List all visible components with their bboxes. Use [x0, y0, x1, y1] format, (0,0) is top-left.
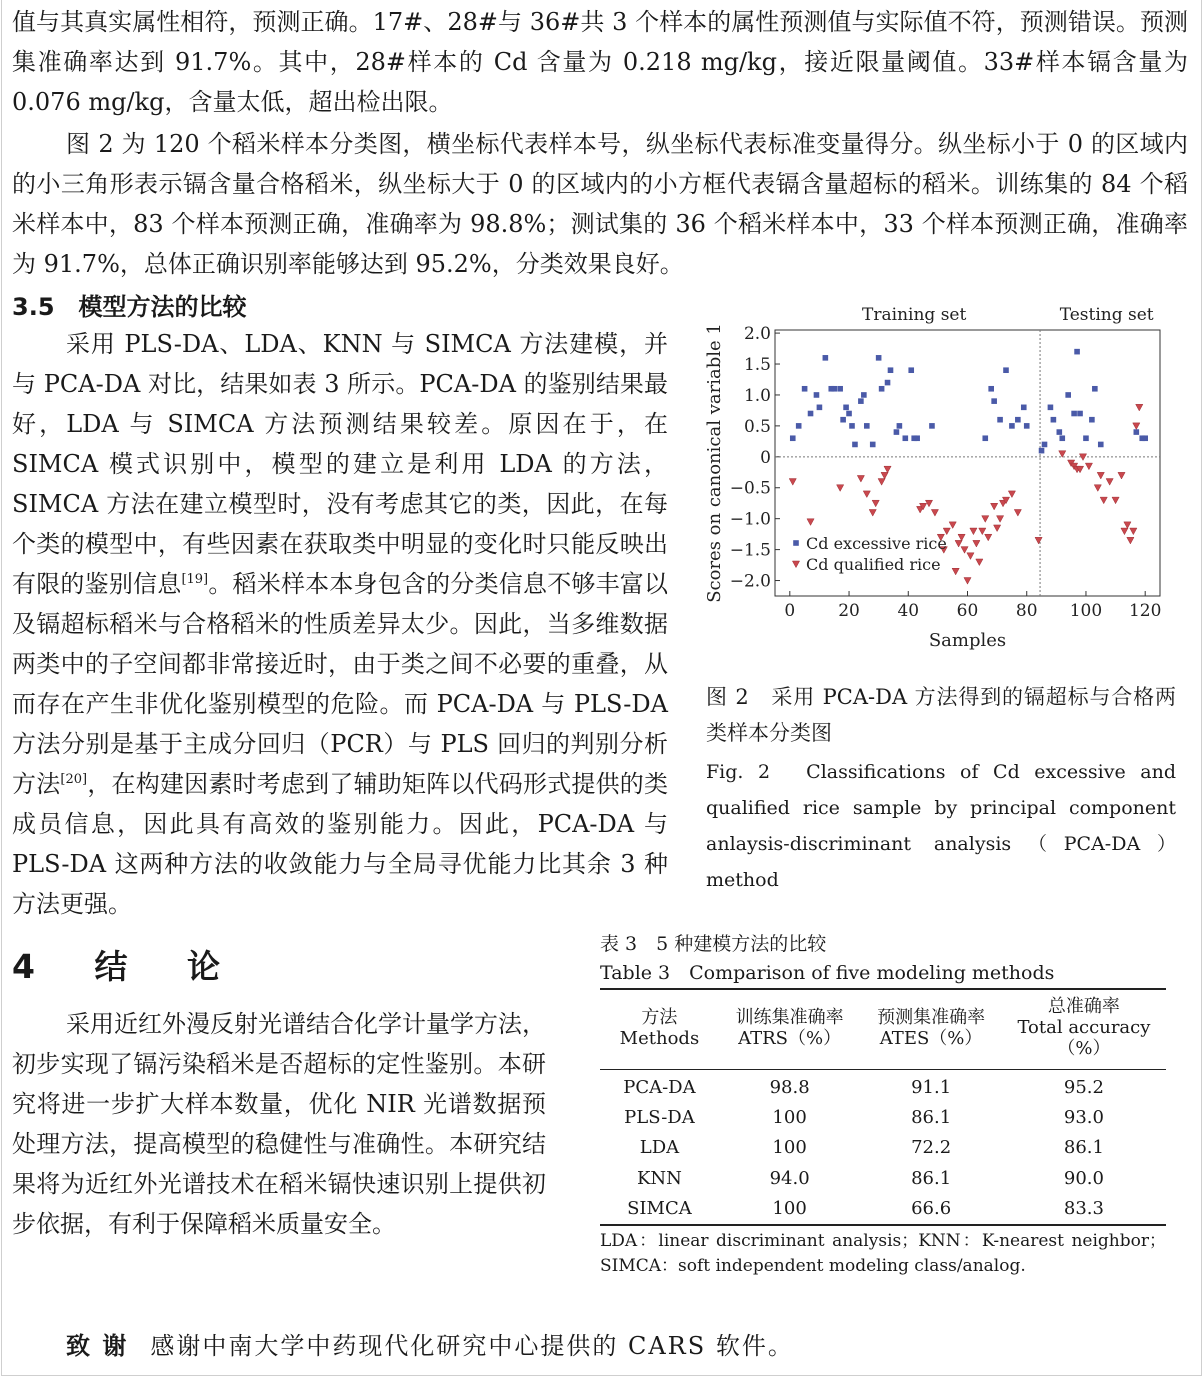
data-point-excessive	[870, 442, 876, 448]
paragraph-model-comparison-part3: ，在构建因素时考虑到了辅助矩阵以代码形式提供的类成员信息，因此具有高效的鉴别能力。因此，PCA-DA 与 PLS-DA 这两种方法的收敛能力与全局寻优能力比其余 3 种方法更强。	[12, 770, 669, 918]
data-point-qualified	[952, 568, 959, 575]
table-cell: 100	[719, 1194, 861, 1225]
x-tick-label: 120	[1128, 601, 1162, 621]
legend-label: Cd qualified rice	[806, 555, 941, 574]
y-tick-label: −1.0	[729, 509, 771, 530]
citation-20[interactable]: [20]	[60, 772, 88, 787]
data-point-excessive	[914, 435, 920, 441]
data-point-qualified	[1118, 472, 1125, 479]
data-point-excessive	[1042, 442, 1048, 448]
data-point-excessive	[1134, 429, 1140, 435]
table-cell: 66.6	[860, 1194, 1002, 1225]
legend-marker-excessive	[793, 540, 799, 546]
table-cell: 95.2	[1063, 1076, 1104, 1098]
data-point-excessive	[1039, 448, 1045, 454]
region-label-training: Training set	[862, 305, 967, 325]
data-point-qualified	[1097, 472, 1104, 479]
data-point-qualified	[994, 525, 1001, 532]
data-point-qualified	[1106, 479, 1113, 486]
data-point-qualified	[955, 540, 962, 547]
data-point-excessive	[1089, 417, 1095, 423]
data-point-excessive	[1065, 392, 1071, 398]
data-point-excessive	[1009, 423, 1015, 429]
paragraph-model-comparison	[12, 324, 668, 924]
y-tick-label: 2.0	[743, 324, 771, 345]
data-point-excessive	[988, 386, 994, 392]
section-heading-3-5: 3.5 模型方法的比较	[12, 293, 247, 321]
data-point-qualified	[958, 534, 965, 541]
y-tick-label: 0.5	[743, 416, 771, 437]
data-point-qualified	[982, 516, 989, 523]
acknowledgement-text: 感谢中南大学中药现代化研究中心提供的 CARS 软件。	[150, 1332, 794, 1360]
region-label-testing: Testing set	[1059, 305, 1154, 325]
data-point-excessive	[897, 423, 903, 429]
data-point-excessive	[849, 423, 855, 429]
table-cell: 86.1	[911, 1107, 952, 1129]
data-point-excessive	[903, 435, 909, 441]
data-point-excessive	[858, 398, 864, 404]
data-point-excessive	[840, 417, 846, 423]
legend-marker-qualified	[792, 561, 799, 568]
data-point-excessive	[894, 429, 900, 435]
header-methods: 方法 Methods	[600, 989, 719, 1070]
data-point-excessive	[1083, 435, 1089, 441]
data-point-excessive	[837, 386, 843, 392]
paragraph-results-prediction: 值与其真实属性相符，预测正确。17#、28#与 36#共 3 个样本的属性预测值与实际值不符，预测错误。预测集准确率达到 91.7%。其中，28#样本的 Cd 含量为 0.218 mg/kg，接近限量阈值。33#样本镉含量为 0.076 mg/kg，含量太低，超出检出限。	[12, 8, 1188, 116]
table-caption-cn: 表 3 5 种建模方法的比较	[600, 933, 827, 955]
x-tick-label: 80	[1015, 601, 1038, 621]
table-cell: 83.3	[1002, 1194, 1166, 1225]
table-cell: 86.1	[1063, 1137, 1104, 1159]
data-point-qualified	[931, 509, 938, 516]
table-row	[600, 1070, 1166, 1103]
x-tick-label: 0	[784, 601, 796, 621]
data-point-excessive	[861, 392, 867, 398]
data-point-qualified	[881, 472, 888, 479]
data-point-qualified	[872, 500, 879, 507]
table-cell: 94.0	[769, 1167, 810, 1189]
data-point-excessive	[1048, 405, 1054, 411]
table-cell: LDA	[639, 1137, 680, 1159]
data-point-excessive	[802, 386, 808, 392]
data-point-qualified	[1085, 463, 1092, 470]
data-point-qualified	[807, 519, 814, 526]
table-cell: PCA-DA	[623, 1076, 696, 1098]
comparison-table	[600, 988, 1166, 1226]
data-point-excessive	[929, 423, 935, 429]
data-point-qualified	[970, 528, 977, 535]
data-point-excessive	[1015, 417, 1021, 423]
data-point-excessive	[997, 417, 1003, 423]
data-point-qualified	[884, 466, 891, 473]
y-tick-label: −0.5	[729, 478, 771, 499]
table-cell: 100	[772, 1137, 807, 1159]
data-point-qualified	[837, 485, 844, 492]
data-point-excessive	[1057, 429, 1063, 435]
data-point-qualified	[964, 578, 971, 585]
data-point-excessive	[982, 435, 988, 441]
data-point-excessive	[817, 405, 823, 411]
data-point-excessive	[796, 423, 802, 429]
table-row	[600, 1163, 1166, 1193]
data-point-excessive	[1021, 405, 1027, 411]
x-tick-label: 60	[956, 601, 979, 621]
chapter-heading-conclusion: 4 结 论	[12, 947, 244, 986]
data-point-excessive	[823, 355, 829, 361]
data-point-excessive	[1059, 435, 1065, 441]
table-cell: 93.0	[1063, 1107, 1104, 1129]
data-point-qualified	[1133, 423, 1140, 430]
data-point-excessive	[1142, 435, 1148, 441]
table-cell: 90.0	[1063, 1167, 1104, 1189]
table-row	[600, 1194, 1166, 1225]
acknowledgement-heading: 致 谢	[66, 1332, 129, 1360]
data-point-qualified	[863, 491, 870, 498]
paragraph-conclusion: 采用近红外漫反射光谱结合化学计量学方法，初步实现了镉污染稻米是否超标的定性鉴别。本研究将进一步扩大样本数量，优化 NIR 光谱数据预处理方法，提高模型的稳健性与准确性。本研究结果将为近红外光谱技术在稻米镉快速识别上提供初步依据，有利于保障稻米质量安全。	[12, 1010, 546, 1238]
y-tick-label: −2.0	[729, 571, 771, 592]
data-point-excessive	[846, 411, 852, 417]
data-point-excessive	[852, 442, 858, 448]
citation-19[interactable]: [19]	[181, 572, 209, 587]
data-point-excessive	[908, 367, 914, 373]
data-point-qualified	[1136, 404, 1143, 411]
table-footnote: LDA：linear discriminant analysis；KNN：K-nearest neighbor；SIMCA：soft independent modeling class/analog.	[600, 1231, 1166, 1276]
data-point-qualified	[789, 479, 796, 486]
x-axis-label: Samples	[928, 630, 1007, 651]
table-cell: KNN	[636, 1167, 682, 1189]
data-point-qualified	[1100, 497, 1107, 504]
table-cell: PLS-DA	[624, 1107, 695, 1129]
paragraph-model-comparison-part1: 采用 PLS-DA、LDA、KNN 与 SIMCA 方法建模，并与 PCA-DA 对比，结果如表 3 所示。PCA-DA 的鉴别结果最好，LDA 与 SIMCA 方法预测结果较差。原因在于，在 SIMCA 模式识别中，模型的建立是利用 LDA 的方法，SIMCA 方法在建立模型时，没有考虑其它的类，因此，在每个类的模型中，有些因素在获取类中明显的变化时只能反映出有限的鉴别信息	[12, 330, 668, 598]
data-point-qualified	[1008, 491, 1015, 498]
data-point-qualified	[1121, 528, 1128, 535]
table-row	[600, 1133, 1166, 1163]
table-header-row	[600, 989, 1166, 1070]
scatter-chart-figure2	[700, 298, 1170, 660]
data-point-excessive	[1071, 411, 1077, 417]
data-point-qualified	[996, 516, 1003, 523]
data-point-qualified	[961, 547, 968, 554]
y-axis-label: Scores on canonical variable 1	[704, 323, 725, 603]
data-point-qualified	[1094, 485, 1101, 492]
data-point-qualified	[1014, 509, 1021, 516]
header-atrs: 训练集准确率 ATRS（%）	[719, 989, 861, 1070]
table-cell: 86.1	[911, 1167, 952, 1189]
data-point-qualified	[976, 559, 983, 566]
data-point-qualified	[869, 509, 876, 516]
paragraph-figure2-description: 图 2 为 120 个稻米样本分类图，横坐标代表样本号，纵坐标代表标准变量得分。纵坐标小于 0 的区域内的小三角形表示镉含量合格稻米，纵坐标大于 0 的区域内的小方框代表镉含量超标的稻米。训练集的 84 个稻米样本中，83 个样本预测正确，准确率为 98.8%；测试集的 36 个稻米样本中，33 个样本预测正确，准确率为 91.7%，总体正确识别率能够达到 95.2%，分类效果良好。	[12, 130, 1188, 278]
data-point-qualified	[1035, 537, 1042, 544]
table-cell: 98.8	[769, 1076, 810, 1098]
data-point-qualified	[1124, 522, 1131, 529]
x-tick-label: 100	[1069, 601, 1103, 621]
data-point-qualified	[949, 522, 956, 529]
data-point-excessive	[879, 386, 885, 392]
data-point-excessive	[1003, 367, 1009, 373]
data-point-qualified	[967, 553, 974, 560]
data-point-excessive	[1098, 442, 1104, 448]
data-point-excessive	[1051, 417, 1057, 423]
table-cell: 100	[772, 1107, 807, 1129]
x-tick-label: 40	[897, 601, 920, 621]
data-point-excessive	[888, 367, 894, 373]
legend-label: Cd excessive rice	[806, 534, 947, 553]
data-point-excessive	[1077, 411, 1083, 417]
data-point-qualified	[979, 528, 986, 535]
figure-caption-cn: 图 2 采用 PCA-DA 方法得到的镉超标与合格两类样本分类图	[706, 685, 1176, 745]
y-tick-label: −1.5	[729, 540, 771, 561]
data-point-excessive	[885, 380, 891, 386]
x-tick-label: 20	[838, 601, 860, 621]
paragraph-model-comparison-part2: 。稻米样本本身包含的分类信息不够丰富以及镉超标稻米与合格稻米的性质差异太少。因此，当多维数据两类中的子空间都非常接近时，由于类之间不必要的重叠，从而存在产生非优化鉴别模型的危险。而 PCA-DA 与 PLS-DA 方法分别是基于主成分回归（PCR）与 PLS 回归的判别分析方法	[12, 570, 669, 798]
data-point-qualified	[878, 479, 885, 486]
figure-caption-en: Fig. 2 Classifications of Cd excessive and qualified rice sample by principal component anlaysis-discriminant analysis（PCA-DA）method	[706, 761, 1176, 891]
y-tick-label: 0	[760, 447, 771, 468]
data-point-qualified	[857, 475, 864, 482]
y-tick-label: 1.5	[743, 355, 771, 376]
data-point-qualified	[973, 540, 980, 547]
table-cell: 72.2	[911, 1137, 952, 1159]
data-point-excessive	[864, 423, 870, 429]
data-point-qualified	[1112, 497, 1119, 504]
table-caption-en: Table 3 Comparison of five modeling methods	[600, 962, 1055, 984]
data-point-excessive	[808, 411, 814, 417]
header-total-accuracy: 总准确率 Total accuracy （%）	[1002, 989, 1166, 1070]
table-row	[600, 1102, 1166, 1132]
data-point-excessive	[1024, 423, 1030, 429]
data-point-excessive	[1074, 349, 1080, 355]
data-point-excessive	[831, 386, 837, 392]
y-tick-label: 1.0	[743, 385, 771, 406]
table-cell: 91.1	[911, 1076, 952, 1098]
data-point-excessive	[991, 398, 997, 404]
data-point-qualified	[1130, 528, 1137, 535]
acknowledgement	[66, 1326, 794, 1361]
data-point-excessive	[876, 355, 882, 361]
data-point-excessive	[1092, 386, 1098, 392]
data-point-qualified	[985, 534, 992, 541]
header-ates: 预测集准确率 ATES（%）	[860, 989, 1002, 1070]
data-point-qualified	[1127, 537, 1134, 544]
data-point-excessive	[814, 392, 820, 398]
data-point-excessive	[790, 435, 796, 441]
data-point-qualified	[991, 503, 998, 510]
data-point-excessive	[843, 405, 849, 411]
table-cell: SIMCA	[600, 1194, 719, 1225]
